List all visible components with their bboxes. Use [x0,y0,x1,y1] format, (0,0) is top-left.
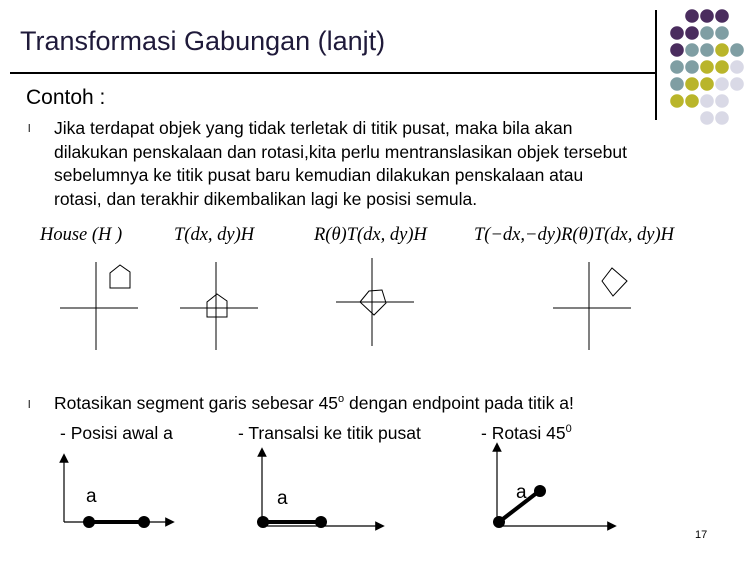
endpoint-dot [83,516,95,528]
degree-superscript: 0 [565,423,572,436]
page-number: 17 [695,529,708,541]
bullet-2-part: Rotasikan segment garis sebesar 45 [54,393,339,413]
point-a-label: a [277,488,288,509]
bullet-2-part: dengan endpoint pada titik a! [344,393,574,413]
endpoint-dot [257,516,269,528]
degree-superscript: o [338,393,345,406]
bullet-1-line: Jika terdapat objek yang tidak terletak di titik pusat, maka bila akan [54,118,573,138]
endpoint-dot [315,516,327,528]
step-rotate-label: - Rotasi 45 [481,423,566,443]
step-translate-origin: - Transalsi ke titik pusat [238,423,421,443]
endpoint-dot [138,516,150,528]
bullet-2-marker: l [28,399,31,411]
formula-rotate-translate: R(θ)T(dx, dy)H [314,225,427,245]
page-title: Transformasi Gabungan (lanjt) [20,26,386,56]
point-a-label: a [86,486,97,507]
formula-house: House (H ) [40,225,123,245]
formula-translate: T(dx, dy)H [174,225,255,245]
point-a-label: a [516,482,527,503]
formula-composite: T(−dx,−dy)R(θ)T(dx, dy)H [474,225,674,245]
bullet-1-line: dilakukan penskalaan dan rotasi,kita perlu mentranslasikan objek tersebut [54,141,627,162]
bullet-1-line: rotasi, dan terakhir dikembalikan lagi ke posisi semula. [54,188,478,209]
endpoint-dot [493,516,505,528]
example-heading: Contoh : [26,86,106,109]
step-initial-position: - Posisi awal a [60,423,173,443]
bullet-1-marker: l [28,123,31,135]
endpoint-dot [534,485,546,497]
bullet-1-line: sebelumnya ke titik pusat baru kemudian dilakukan penskalaan atau [54,165,584,185]
